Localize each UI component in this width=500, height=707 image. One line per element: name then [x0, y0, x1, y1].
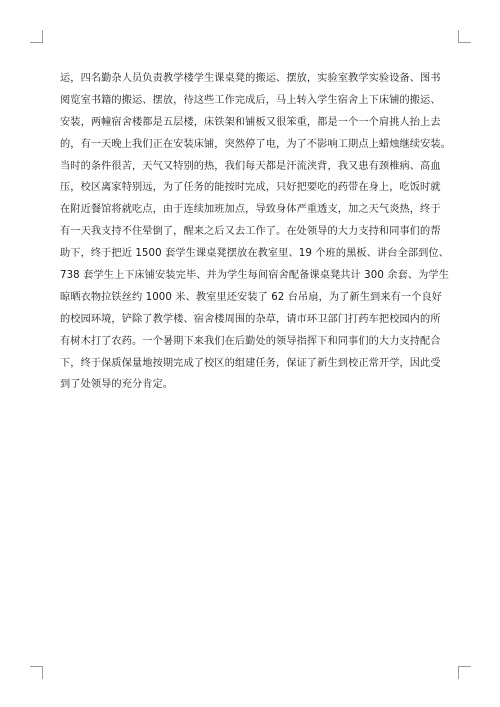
text-line: 阅览室书籍的搬运、摆放，待这些工作完成后，马上转入学生宿舍上下床铺的搬运、: [60, 94, 441, 106]
text-line: 压，校区离家特别远，为了任务的能按时完成，只好把要吃的药带在身上，吃饭时就: [60, 182, 441, 194]
top-right-margin-mark: [458, 30, 471, 43]
text-line: 晾晒衣物拉铁丝约 1000 米、教室里还安装了 62 台吊扇，为了新生到来有一个良好: [60, 291, 443, 303]
text-line: 的校园环境，铲除了教学楼、宿舍楼周围的杂草，请市环卫部门打药车把校园内的所: [60, 313, 441, 325]
bottom-right-margin-mark: [458, 666, 471, 679]
text-line: 助下，终于把近 1500 套学生课桌凳摆放在教室里、19 个班的黑板、讲台全部到位、: [60, 248, 449, 260]
text-line: 安装，两幢宿舍楼都是五层楼，床铁架和铺板又很笨重，都是一个一个肩挑人抬上去: [60, 116, 441, 128]
text-line: 有一天我支持不住晕倒了，醒来之后又去工作了。在处领导的大力支持和同事们的帮: [60, 226, 441, 238]
text-line: 当时的条件很苦，天气又特别的热，我们每天都是汗流浃背，我又患有颈椎病、高血: [60, 160, 441, 172]
text-line: 有树木打了农药。一个暑期下来我们在后勤处的领导指挥下和同事们的大力支持配合: [60, 335, 441, 347]
top-left-margin-mark: [30, 30, 43, 43]
text-line: 在附近餐馆将就吃点，由于连续加班加点，导致身体严重透支，加之天气炎热，终于: [60, 204, 441, 216]
body-paragraph: [60, 68, 451, 396]
text-line: 的，有一天晚上我们正在安装床铺，突然停了电，为了不影响工期点上蜡烛继续安装。: [60, 138, 451, 150]
text-line: 运，四名勤杂人员负责教学楼学生课桌凳的搬运、摆放，实验室教学实验设备、图书: [60, 73, 441, 84]
text-line: 738 套学生上下床铺安装完毕、并为学生每间宿舍配备课桌凳共计 300 余套、为学生: [60, 270, 449, 282]
text-line: 到了处领导的充分肯定。: [60, 379, 174, 391]
bottom-left-margin-mark: [30, 666, 43, 679]
text-line: 下，终于保质保量地按期完成了校区的组建任务，保证了新生到校正常开学，因此受: [60, 357, 441, 369]
